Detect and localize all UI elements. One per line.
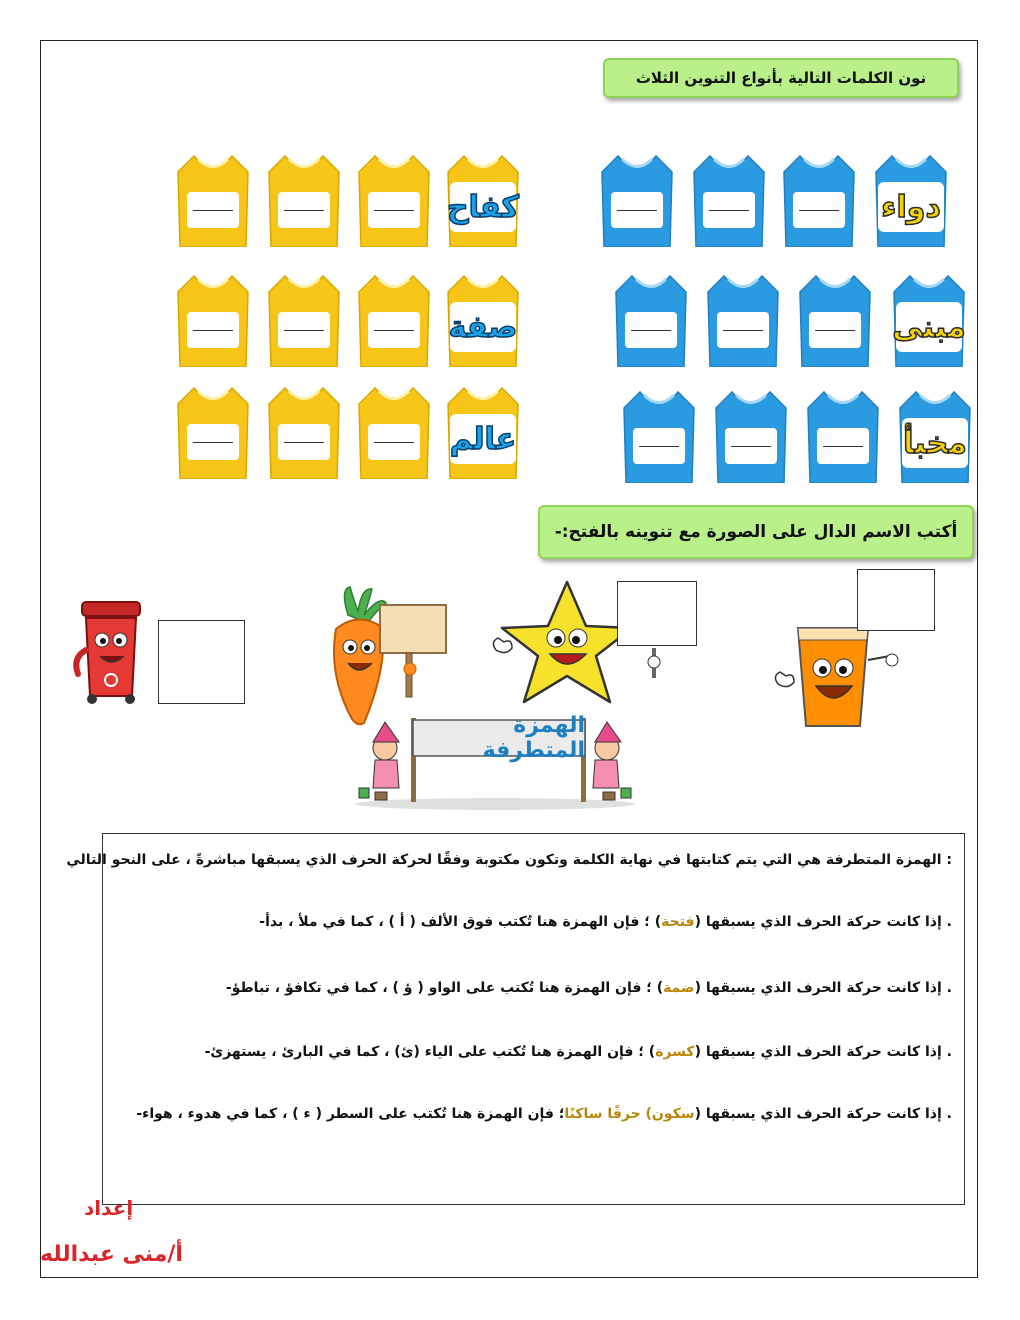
blue-shirt-answer [612,272,690,367]
yellow-shirt-answer [174,272,252,367]
rule-damma-vowel: ضمة [663,980,695,996]
answer-blank[interactable] [725,428,777,464]
rule-sukun-prefix: . إذا كانت حركة الحرف الذي يسبقها ( [694,1106,952,1122]
answer-blank[interactable] [187,424,239,460]
word-dawaa: دواء [878,182,944,232]
blue-shirt-answer [796,272,874,367]
instruction-banner-2 [538,505,974,559]
answer-sign-juice[interactable] [857,569,935,631]
carrot-illustration [318,585,458,730]
instruction-text-2: أكتب الاسم الدال على الصورة مع تنوينه بالفتح:- [554,522,958,542]
rule-sukun-vowel: سكون) حرفًا ساكنًا [564,1106,695,1122]
answer-blank[interactable] [625,312,677,348]
rule-kasra [205,1044,952,1060]
rule-fatha-vowel: فتحة [661,914,695,930]
yellow-shirt-answer [174,384,252,479]
rule-damma [226,980,952,996]
word-mabna: مبنى [896,302,962,352]
juice-illustration [768,620,908,730]
rule-kasra-prefix: . إذا كانت حركة الحرف الذي يسبقها ( [694,1044,952,1060]
rule-fatha-suffix: ) ؛ فإن الهمزة هنا تُكتب فوق الألف ( أ ) ، كما في ملأ ، بدأ- [259,914,662,930]
instruction-text-1: نون الكلمات التالية بأنواع التنوين الثلاث [635,69,927,87]
yellow-shirt-word-1 [444,152,522,247]
answer-blank[interactable] [611,192,663,228]
blue-shirt-answer [690,152,768,247]
prepared-by-label: إعداد [84,1196,134,1220]
answer-sign-trash[interactable] [158,620,245,704]
yellow-shirt-word-2 [444,272,522,367]
word-makhbaa: مخبأ [902,418,968,468]
answer-blank[interactable] [187,192,239,228]
yellow-shirt-answer [355,152,433,247]
rules-box [66,833,965,1205]
word-kifah: كفاح [450,182,516,232]
yellow-shirt-answer [174,152,252,247]
rule-sukun [136,1106,952,1122]
blue-shirt-answer [712,388,790,483]
rule-fatha-prefix: . إذا كانت حركة الحرف الذي يسبقها ( [694,914,952,930]
answer-blank[interactable] [703,192,755,228]
rule-fatha [259,914,952,930]
blue-shirt-word-1 [872,152,950,247]
answer-blank[interactable] [368,192,420,228]
blue-shirt-word-3 [896,388,974,483]
answer-blank[interactable] [278,424,330,460]
rules-intro: : الهمزة المتطرفة هي التي يتم كتابتها في نهاية الكلمة وتكون مكتوبة وفقًا لحركة الحرف الذي يسبقها مباشرةً ، على النحو التالي [66,852,952,868]
answer-blank[interactable] [793,192,845,228]
blue-shirt-word-2 [890,272,968,367]
yellow-shirt-answer [355,272,433,367]
author-name: أ/منى عبدالله [40,1242,183,1267]
word-alam: عالم [450,414,516,464]
answer-blank[interactable] [278,312,330,348]
answer-blank[interactable] [717,312,769,348]
blue-shirt-answer [704,272,782,367]
answer-blank[interactable] [278,192,330,228]
yellow-shirt-answer [265,384,343,479]
answer-blank[interactable] [809,312,861,348]
yellow-shirt-answer [265,152,343,247]
answer-blank[interactable] [817,428,869,464]
blue-shirt-answer [620,388,698,483]
answer-blank[interactable] [633,428,685,464]
rule-kasra-vowel: كسرة [655,1044,695,1060]
yellow-shirt-word-3 [444,384,522,479]
yellow-shirt-answer [355,384,433,479]
word-sifah: صفة [450,302,516,352]
hamza-banner-label: الهمزة المتطرفة [482,713,585,763]
blue-shirt-answer [804,388,882,483]
rule-sukun-suffix: ؛ فإن الهمزة هنا تُكتب على السطر ( ء ) ، كما في هدوء ، هواء- [136,1106,565,1122]
answer-blank[interactable] [368,312,420,348]
trash-bin-illustration [68,600,168,705]
answer-sign-star[interactable] [617,581,697,646]
instruction-banner-1 [603,58,959,98]
blue-shirt-answer [780,152,858,247]
hamza-banner-illustration [345,712,645,810]
answer-blank[interactable] [187,312,239,348]
blue-shirt-answer [598,152,676,247]
rule-kasra-suffix: ) ؛ فإن الهمزة هنا تُكتب على الياء (ئ) ، كما في البارئ ، يستهزئ- [204,1044,656,1060]
rule-damma-prefix: . إذا كانت حركة الحرف الذي يسبقها ( [694,980,952,996]
answer-blank[interactable] [368,424,420,460]
rule-damma-suffix: ) ؛ فإن الهمزة هنا تُكتب على الواو ( ؤ ) ، كما في تكافؤ ، تباطؤ- [225,980,664,996]
yellow-shirt-answer [265,272,343,367]
